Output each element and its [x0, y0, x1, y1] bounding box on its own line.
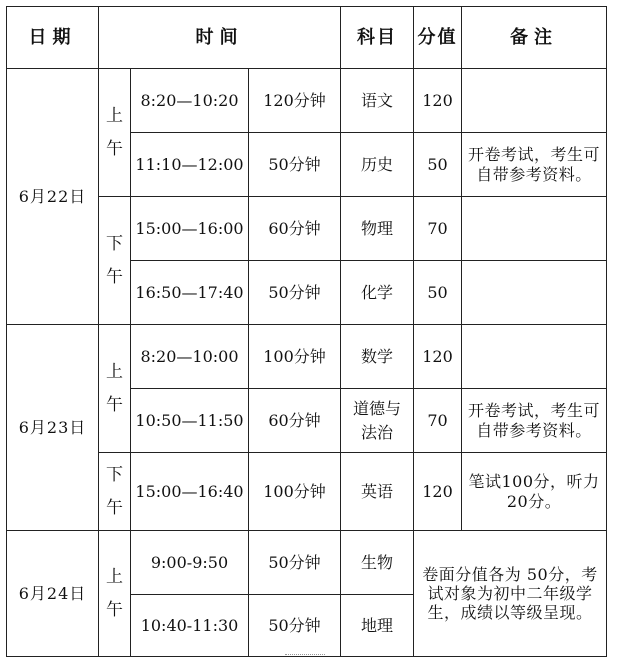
subject-cell: 语文 [341, 69, 414, 133]
time-cell: 15:00—16:00 [131, 197, 249, 261]
subject-cell: 地理 [341, 595, 414, 657]
header-score: 分值 [414, 7, 462, 69]
page-edge-mark [285, 654, 325, 661]
period-cell: 下午 [99, 453, 131, 531]
remark-cell [462, 69, 607, 133]
date-cell: 6月24日 [7, 531, 99, 657]
time-cell: 15:00—16:40 [131, 453, 249, 531]
period-cell: 上午 [99, 531, 131, 657]
score-cell: 70 [414, 389, 462, 453]
time-cell: 10:50—11:50 [131, 389, 249, 453]
remark-cell: 开卷考试，考生可自带参考资料。 [462, 389, 607, 453]
table-row [7, 531, 607, 595]
time-cell: 9:00-9:50 [131, 531, 249, 595]
period-cell: 上午 [99, 69, 131, 197]
period-cell: 下午 [99, 197, 131, 325]
duration-cell: 50分钟 [249, 261, 341, 325]
exam-schedule-table [6, 6, 607, 657]
score-cell: 50 [414, 133, 462, 197]
time-cell: 8:20—10:00 [131, 325, 249, 389]
subject-cell: 英语 [341, 453, 414, 531]
remark-cell: 开卷考试，考生可自带参考资料。 [462, 133, 607, 197]
duration-cell: 100分钟 [249, 325, 341, 389]
remark-cell [462, 197, 607, 261]
score-cell: 120 [414, 453, 462, 531]
table-row [7, 325, 607, 389]
date-cell: 6月22日 [7, 69, 99, 325]
duration-cell: 120分钟 [249, 69, 341, 133]
subject-cell: 化学 [341, 261, 414, 325]
duration-cell: 50分钟 [249, 531, 341, 595]
header-time: 时间 [99, 7, 341, 69]
table-row [7, 69, 607, 133]
subject-cell: 道德与法治 [341, 389, 414, 453]
remark-cell: 笔试100分，听力20分。 [462, 453, 607, 531]
duration-cell: 60分钟 [249, 197, 341, 261]
score-cell: 120 [414, 325, 462, 389]
time-cell: 10:40-11:30 [131, 595, 249, 657]
subject-cell: 历史 [341, 133, 414, 197]
score-cell: 70 [414, 197, 462, 261]
header-remark: 备注 [462, 7, 607, 69]
remark-cell [462, 325, 607, 389]
duration-cell: 60分钟 [249, 389, 341, 453]
score-cell: 120 [414, 69, 462, 133]
header-subject: 科目 [341, 7, 414, 69]
header-date: 日期 [7, 7, 99, 69]
time-cell: 16:50—17:40 [131, 261, 249, 325]
time-cell: 8:20—10:20 [131, 69, 249, 133]
duration-cell: 50分钟 [249, 133, 341, 197]
subject-cell: 生物 [341, 531, 414, 595]
remark-cell [462, 261, 607, 325]
remark-cell: 卷面分值各为 50分，考试对象为初中二年级学生，成绩以等级呈现。 [414, 531, 607, 657]
subject-cell: 物理 [341, 197, 414, 261]
subject-cell: 数学 [341, 325, 414, 389]
duration-cell: 50分钟 [249, 595, 341, 657]
time-cell: 11:10—12:00 [131, 133, 249, 197]
period-cell: 上午 [99, 325, 131, 453]
date-cell: 6月23日 [7, 325, 99, 531]
header-row [7, 7, 607, 69]
score-cell: 50 [414, 261, 462, 325]
duration-cell: 100分钟 [249, 453, 341, 531]
